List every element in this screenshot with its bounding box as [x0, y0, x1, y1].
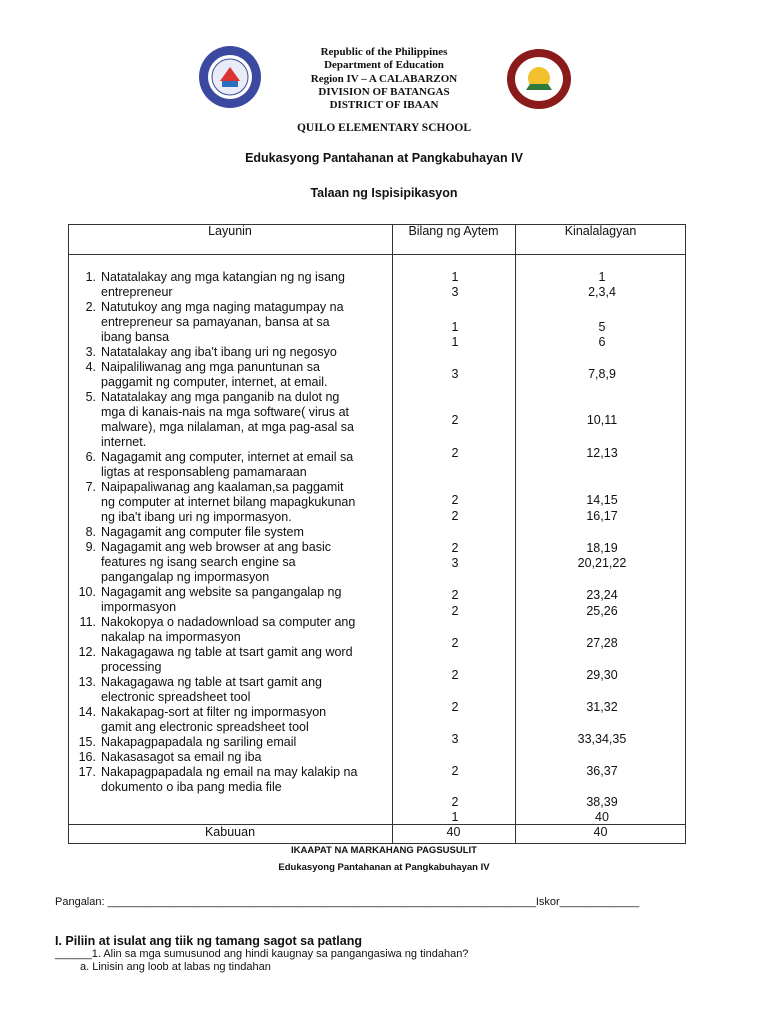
- item-count: 2: [451, 795, 459, 809]
- objective-text: [101, 675, 391, 705]
- objective-row: [74, 360, 392, 390]
- item-count: 2: [451, 493, 459, 507]
- objective-number: 12.: [78, 645, 96, 659]
- column-header-kinalalagyan: Kinalalagyan: [564, 224, 637, 238]
- table-header-rule: [68, 254, 686, 255]
- objective-text: [101, 450, 391, 480]
- total-label: Kabuuan: [204, 825, 256, 839]
- objective-number: 16.: [78, 750, 96, 764]
- objective-line: gamit ang electronic spreadsheet tool: [101, 720, 309, 734]
- objective-row: [74, 735, 392, 750]
- objective-text: [101, 585, 391, 615]
- item-location: 40: [595, 810, 609, 824]
- item-count: 2: [451, 636, 459, 650]
- objective-row: [74, 345, 392, 360]
- subject-title: Edukasyong Pantahanan at Pangkabuhayan IV: [245, 151, 523, 165]
- item-count: 2: [451, 413, 459, 427]
- objective-line: Nagagamit ang computer, internet at email sa: [101, 450, 354, 464]
- objective-line: Nagagamit ang computer file system: [101, 525, 304, 539]
- objective-text: [101, 300, 391, 345]
- objective-text: [101, 540, 391, 585]
- item-count: 3: [451, 285, 459, 299]
- objective-line: mga di kanais-nais na mga software( virus at: [101, 405, 350, 419]
- objective-number: 6.: [85, 450, 96, 464]
- objective-line: ng iba't ibang uri ng impormasyon.: [101, 510, 292, 524]
- header-line-republic: Republic of the Philippines: [320, 46, 448, 58]
- objective-row: [74, 675, 392, 705]
- item-location: 31,32: [586, 700, 618, 714]
- item-location: 12,13: [586, 446, 618, 460]
- objective-number: 7.: [85, 480, 96, 494]
- item-location: 2,3,4: [588, 285, 616, 299]
- header-line-region: Region IV – A CALABARZON: [310, 73, 458, 85]
- objective-line: internet.: [101, 435, 147, 449]
- item-location: 16,17: [586, 509, 618, 523]
- objective-number: 17.: [78, 765, 96, 779]
- objective-line: Natutukoy ang mga naging matagumpay na: [101, 300, 344, 314]
- objective-line: dokumento o iba pang media file: [101, 780, 282, 794]
- item-location: 25,26: [586, 604, 618, 618]
- item-location: 6: [598, 335, 606, 349]
- objective-row: [74, 480, 392, 525]
- total-items: 40: [446, 825, 461, 839]
- objective-line: Nakasasagot sa email ng iba: [101, 750, 262, 764]
- question-1: ______1. Alin sa mga sumusunod ang hindi kaugnay sa pangangasiwa ng tindahan?: [55, 948, 469, 960]
- item-location: 33,34,35: [577, 732, 627, 746]
- objective-number: 10.: [78, 585, 96, 599]
- objective-row: [74, 390, 392, 450]
- item-location: 7,8,9: [588, 367, 616, 381]
- item-count: 1: [451, 270, 459, 284]
- objective-line: electronic spreadsheet tool: [101, 690, 251, 704]
- item-location: 10,11: [586, 413, 618, 427]
- objective-line: Nakokopya o nadadownload sa computer ang: [101, 615, 356, 629]
- item-location: 38,39: [586, 795, 618, 809]
- total-locations: 40: [593, 825, 608, 839]
- objective-line: ng computer at internet bilang mapagkukunan: [101, 495, 356, 509]
- table-divider: [515, 224, 516, 844]
- table-title: Talaan ng Ispisipikasyon: [310, 186, 458, 200]
- item-location: 23,24: [586, 588, 618, 602]
- item-location: 27,28: [586, 636, 618, 650]
- objective-line: Natatalakay ang mga katangian ng ng isang: [101, 270, 345, 284]
- objective-line: Nakapagpapadala ng sariling email: [101, 735, 297, 749]
- objective-number: 11.: [79, 615, 96, 629]
- objective-text: [101, 345, 391, 360]
- objective-line: Nakapagpapadala ng email na may kalakip na: [101, 765, 358, 779]
- objective-text: [101, 735, 391, 750]
- item-count: 2: [451, 700, 459, 714]
- item-count: 2: [451, 446, 459, 460]
- objective-text: [101, 270, 391, 300]
- objective-number: 5.: [85, 390, 96, 404]
- objective-number: 15.: [78, 735, 96, 749]
- objective-text: [101, 645, 391, 675]
- objective-row: [74, 270, 392, 300]
- objective-line: pangangalap ng impormasyon: [101, 570, 270, 584]
- item-location: 1: [598, 270, 606, 284]
- objective-text: [101, 525, 391, 540]
- item-count: 3: [451, 732, 459, 746]
- objective-line: ligtas at responsableng pamamaraan: [101, 465, 307, 479]
- objective-line: Nakakapag-sort at filter ng impormasyon: [101, 705, 327, 719]
- header-line-district: DISTRICT OF IBAAN: [329, 99, 439, 111]
- objective-line: impormasyon: [101, 600, 177, 614]
- item-count: 1: [451, 320, 459, 334]
- objective-line: ibang bansa: [101, 330, 170, 344]
- objective-number: 14.: [78, 705, 96, 719]
- item-count: 2: [451, 668, 459, 682]
- exam-subject: Edukasyong Pantahanan at Pangkabuhayan IV: [278, 862, 490, 873]
- item-count: 2: [451, 588, 459, 602]
- objective-line: Natatalakay ang mga panganib na dulot ng: [101, 390, 340, 404]
- header-line-division: DIVISION OF BATANGAS: [318, 86, 450, 98]
- objective-number: 3.: [85, 345, 96, 359]
- objective-number: 8.: [85, 525, 96, 539]
- name-score-line: Pangalan: ______________________________________________________________________Iskor_____________: [55, 896, 640, 908]
- objective-row: [74, 585, 392, 615]
- exam-title: IKAAPAT NA MARKAHANG PAGSUSULIT: [291, 845, 477, 856]
- item-location: 20,21,22: [577, 556, 627, 570]
- objective-text: [101, 390, 391, 450]
- objective-text: [101, 765, 391, 795]
- objective-row: [74, 645, 392, 675]
- objective-text: [101, 615, 391, 645]
- item-count: 1: [451, 335, 459, 349]
- section-title: I. Piliin at isulat ang tiik ng tamang sagot sa patlang: [55, 934, 362, 948]
- objective-row: [74, 540, 392, 585]
- objective-line: features ng isang search engine sa: [101, 555, 296, 569]
- objective-line: Nagagamit ang web browser at ang basic: [101, 540, 331, 554]
- column-header-layunin: Layunin: [208, 224, 252, 238]
- item-location: 5: [598, 320, 606, 334]
- objective-row: [74, 300, 392, 345]
- objective-number: 4.: [85, 360, 96, 374]
- school-name: QUILO ELEMENTARY SCHOOL: [296, 122, 472, 134]
- objective-row: [74, 705, 392, 735]
- objective-row: [74, 750, 392, 765]
- objective-line: Naipaliliwanag ang mga panuntunan sa: [101, 360, 320, 374]
- column-header-bilang: Bilang ng Aytem: [408, 224, 499, 238]
- objective-text: [101, 360, 391, 390]
- objective-line: processing: [101, 660, 162, 674]
- objective-line: nakalap na impormasyon: [101, 630, 241, 644]
- objective-row: [74, 450, 392, 480]
- item-count: 2: [451, 604, 459, 618]
- objective-text: [101, 705, 391, 735]
- objective-number: 2.: [85, 300, 96, 314]
- item-count: 3: [451, 367, 459, 381]
- item-count: 3: [451, 556, 459, 570]
- objective-line: entrepreneur: [101, 285, 173, 299]
- objective-line: Natatalakay ang iba't ibang uri ng negosyo: [101, 345, 337, 359]
- objective-line: Nakagagawa ng table at tsart gamit ang: [101, 675, 322, 689]
- objective-text: [101, 480, 391, 525]
- objective-row: [74, 525, 392, 540]
- objective-line: malware), mga nilalaman, at mga pag-asal sa: [101, 420, 354, 434]
- objective-line: Naipapaliwanag ang kaalaman,sa paggamit: [101, 480, 344, 494]
- objective-line: paggamit ng computer, internet, at email.: [101, 375, 328, 389]
- objective-number: 13.: [78, 675, 96, 689]
- item-location: 18,19: [586, 541, 618, 555]
- item-count: 1: [451, 810, 459, 824]
- objective-number: 9.: [85, 540, 96, 554]
- table-divider: [392, 224, 393, 844]
- question-1-choice-a: a. Linisin ang loob at labas ng tindahan: [80, 961, 271, 973]
- item-count: 2: [451, 541, 459, 555]
- objective-line: entrepreneur sa pamayanan, bansa at sa: [101, 315, 330, 329]
- header-line-department: Department of Education: [324, 59, 444, 71]
- objective-row: [74, 765, 392, 795]
- item-location: 36,37: [586, 764, 618, 778]
- objective-row: [74, 615, 392, 645]
- item-location: 29,30: [586, 668, 618, 682]
- objective-number: 1.: [85, 270, 96, 284]
- item-count: 2: [451, 509, 459, 523]
- objective-text: [101, 750, 391, 765]
- item-count: 2: [451, 764, 459, 778]
- objective-line: Nakagagawa ng table at tsart gamit ang word: [101, 645, 353, 659]
- objective-line: Nagagamit ang website sa pangangalap ng: [101, 585, 342, 599]
- item-location: 14,15: [586, 493, 618, 507]
